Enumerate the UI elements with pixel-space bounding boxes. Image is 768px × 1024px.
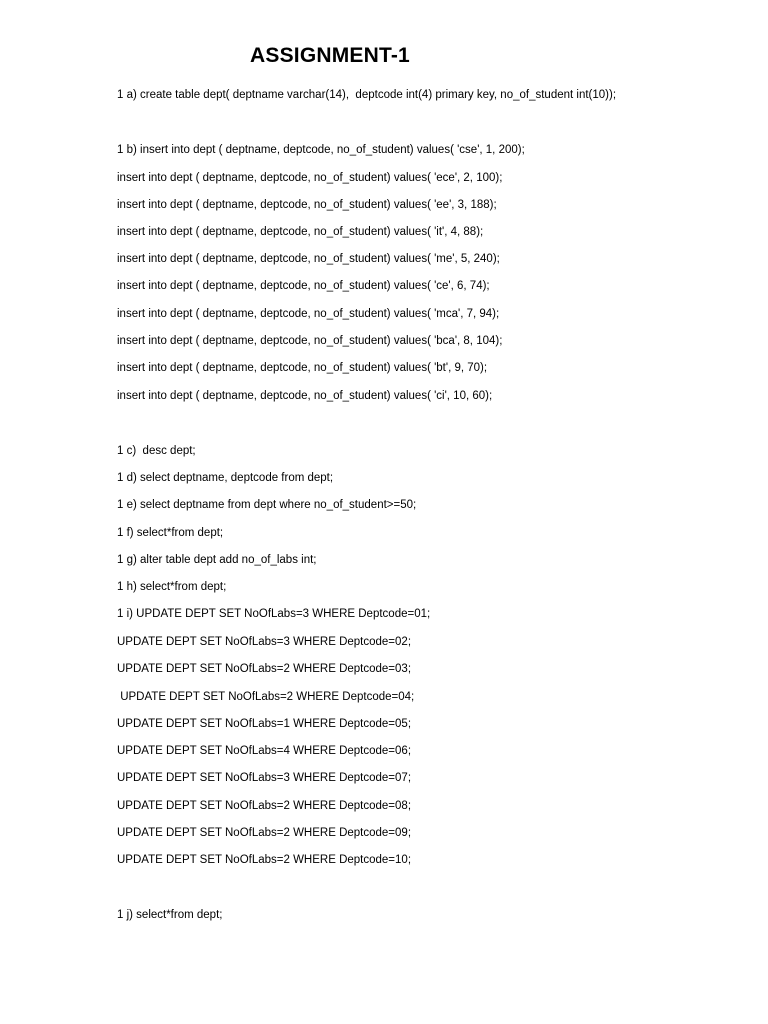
line-update-09: UPDATE DEPT SET NoOfLabs=2 WHERE Deptcode=09; xyxy=(117,827,412,839)
line-insert-ce: insert into dept ( deptname, deptcode, no_of_student) values( 'ce', 6, 74); xyxy=(117,280,490,292)
line-1d-select: 1 d) select deptname, deptcode from dept; xyxy=(117,472,334,484)
line-1a-create-table: 1 a) create table dept( deptname varchar(14), deptcode int(4) primary key, no_of_student int(10)); xyxy=(117,89,617,101)
line-1g-alter-table: 1 g) alter table dept add no_of_labs int; xyxy=(117,554,317,566)
line-1j-select-all: 1 j) select*from dept; xyxy=(117,909,223,921)
line-insert-bca: insert into dept ( deptname, deptcode, no_of_student) values( 'bca', 8, 104); xyxy=(117,335,503,347)
line-insert-ece: insert into dept ( deptname, deptcode, no_of_student) values( 'ece', 2, 100); xyxy=(117,172,503,184)
line-1c-desc: 1 c) desc dept; xyxy=(117,445,196,457)
line-1b-insert-cse: 1 b) insert into dept ( deptname, deptcode, no_of_student) values( 'cse', 1, 200); xyxy=(117,144,525,156)
line-insert-ee: insert into dept ( deptname, deptcode, no_of_student) values( 'ee', 3, 188); xyxy=(117,199,497,211)
line-insert-it: insert into dept ( deptname, deptcode, no_of_student) values( 'it', 4, 88); xyxy=(117,226,484,238)
line-update-06: UPDATE DEPT SET NoOfLabs=4 WHERE Deptcode=06; xyxy=(117,745,412,757)
line-insert-bt: insert into dept ( deptname, deptcode, no_of_student) values( 'bt', 9, 70); xyxy=(117,362,488,374)
line-update-05: UPDATE DEPT SET NoOfLabs=1 WHERE Deptcode=05; xyxy=(117,718,412,730)
line-update-04: UPDATE DEPT SET NoOfLabs=2 WHERE Deptcode=04; xyxy=(117,691,415,703)
line-update-02: UPDATE DEPT SET NoOfLabs=3 WHERE Deptcode=02; xyxy=(117,636,412,648)
line-1h-select-all: 1 h) select*from dept; xyxy=(117,581,227,593)
line-insert-mca: insert into dept ( deptname, deptcode, no_of_student) values( 'mca', 7, 94); xyxy=(117,308,500,320)
line-insert-ci: insert into dept ( deptname, deptcode, no_of_student) values( 'ci', 10, 60); xyxy=(117,390,493,402)
document-title: ASSIGNMENT-1 xyxy=(250,44,410,67)
line-1i-update-01: 1 i) UPDATE DEPT SET NoOfLabs=3 WHERE Deptcode=01; xyxy=(117,608,431,620)
line-1f-select-all: 1 f) select*from dept; xyxy=(117,527,224,539)
line-update-03: UPDATE DEPT SET NoOfLabs=2 WHERE Deptcode=03; xyxy=(117,663,412,675)
line-1e-select-where: 1 e) select deptname from dept where no_of_student>=50; xyxy=(117,499,417,511)
line-update-10: UPDATE DEPT SET NoOfLabs=2 WHERE Deptcode=10; xyxy=(117,854,412,866)
line-update-08: UPDATE DEPT SET NoOfLabs=2 WHERE Deptcode=08; xyxy=(117,800,412,812)
line-update-07: UPDATE DEPT SET NoOfLabs=3 WHERE Deptcode=07; xyxy=(117,772,412,784)
line-insert-me: insert into dept ( deptname, deptcode, no_of_student) values( 'me', 5, 240); xyxy=(117,253,500,265)
